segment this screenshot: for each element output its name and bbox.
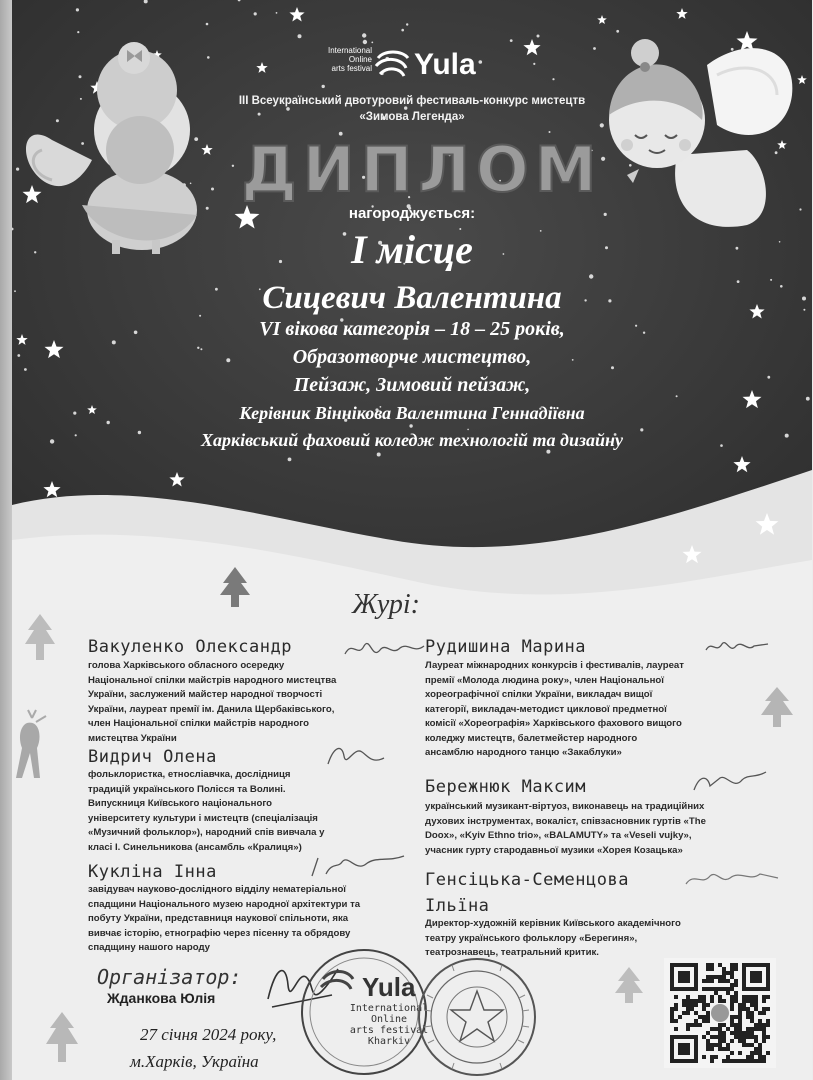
- signature-image: [308, 848, 408, 882]
- jury-member-description: [88, 768, 324, 855]
- snowflake-dot: [552, 78, 554, 80]
- snowflake-dot: [298, 34, 302, 38]
- organizer-name: Жданкова Юлія: [107, 990, 216, 1006]
- description-line: спадщини Національного музею народної архітектури та: [88, 898, 361, 910]
- snowflake-dot: [254, 12, 257, 15]
- winner-name: Сицевич Валентина: [262, 280, 562, 316]
- description-line: «Музичний фольклор»), народний спів вивчала у: [88, 827, 325, 838]
- snowflake-dot: [206, 23, 209, 26]
- description-line: побуту України, представниця наукової спільноти, яка: [88, 913, 349, 924]
- snowflake-dot: [537, 35, 540, 38]
- deer-icon: [12, 708, 62, 788]
- snowflake-dot: [322, 85, 325, 88]
- snowflake-dot: [533, 63, 535, 65]
- jury-member-description: [425, 800, 706, 858]
- description-line: України, заслужений майстер народної творчості: [88, 689, 323, 700]
- description-line: Doox», «Kyiv Ethno trio», «BALAMUTY» та «Veseli vujky»,: [425, 830, 692, 841]
- awarded-label: нагороджується:: [348, 205, 476, 222]
- snowflake-dot: [593, 47, 596, 50]
- description-line: завідувач науково-дослідного відділу нематеріальної: [88, 884, 346, 895]
- description-line: мистецтва України: [88, 732, 177, 744]
- description-line: театрознавець, театральний критик.: [425, 947, 599, 958]
- detail-genre: Пейзаж, Зимовий пейзаж,: [293, 374, 531, 396]
- description-line: коледжу мистецтв, балетмейстер народного: [425, 732, 638, 744]
- snowflake-dot: [770, 279, 772, 281]
- snowflake-dot: [24, 368, 27, 371]
- snowflake-dot: [736, 247, 739, 250]
- jury-member-name: Рудишина Марина: [425, 637, 587, 657]
- qr-code-image: [664, 958, 776, 1068]
- snowflake-dot: [479, 60, 483, 64]
- jury-member-name: Видрич Олена: [88, 747, 217, 767]
- snowflake-dot: [75, 434, 77, 436]
- description-line: фольклористка, етносліавчка, дослідниця: [88, 769, 291, 780]
- logo-tagline: [302, 46, 372, 73]
- jury-member-name-continued: Ільїна: [425, 896, 490, 916]
- stamp-text-line: International: [349, 1003, 429, 1014]
- snowflake-dot: [780, 285, 783, 288]
- snowflake-dot: [589, 274, 593, 278]
- jury-member-name: Вакуленко Олександр: [88, 637, 292, 657]
- issue-date: 27 січня 2024 року,: [140, 1025, 277, 1044]
- detail-institution: Харківський фаховий коледж технологій та дизайну: [200, 430, 624, 450]
- description-line: традицій українського Полісся та Волині.: [88, 783, 286, 795]
- jury-member-description: [425, 917, 681, 961]
- description-line: український музикант-віртуоз, виконавець на традиційних: [425, 801, 705, 812]
- snowflake-dot: [803, 309, 805, 311]
- pine-tree-icon: [42, 1010, 82, 1066]
- issue-city: м.Харків, Україна: [130, 1052, 259, 1071]
- jury-member-name: Генсіцька-Семенцова: [425, 870, 629, 890]
- snowflake-dot: [16, 168, 19, 171]
- diploma-title: ДИПЛОМ: [241, 133, 603, 206]
- festival-name-line1: III Всеукраїнський двотуровий фестиваль-конкурс мистецтв: [238, 95, 586, 107]
- description-line: вивчає історію, етнографію через пісенну та обрядову: [88, 927, 351, 939]
- diploma-sheet: [12, 0, 812, 1080]
- snowflake-dot: [510, 39, 513, 42]
- snowflake-dot: [363, 40, 367, 44]
- snowflake-dot: [76, 8, 79, 11]
- stamp-text-line: arts festival: [349, 1025, 429, 1036]
- festival-name-line2: «Зимова Легенда»: [359, 111, 465, 123]
- snowflake-dot: [377, 453, 381, 457]
- description-line: комісії «Хореографія» Харківського фахового вищого: [425, 718, 682, 729]
- pine-tree-icon: [757, 685, 797, 729]
- pine-tree-icon: [217, 565, 253, 609]
- description-line: Національної спілки майстрів народного мистецтва: [88, 674, 337, 686]
- description-line: член Національної спілки майстрів народного: [88, 718, 309, 729]
- organization-round-stamp: [412, 955, 542, 1080]
- snowflake-dot: [401, 29, 404, 32]
- snowflake-dot: [605, 246, 608, 249]
- snowflake-dot: [779, 241, 781, 243]
- signature-image: [682, 864, 782, 894]
- pine-tree-icon: [22, 612, 58, 662]
- description-line: хореографічної спілки України, викладач вищої: [425, 689, 653, 700]
- description-line: Випускниця Київського національного: [88, 798, 273, 809]
- snowflake-dot: [767, 376, 770, 379]
- logo-tagline-line: International: [327, 46, 372, 55]
- snowflake-dot: [409, 424, 412, 427]
- snowflake-dot: [806, 397, 810, 401]
- jury-member-name: Кукліна Інна: [88, 862, 217, 882]
- snowflake-dot: [112, 340, 116, 344]
- description-line: ансамблю народного танцю «Закаблуки»: [425, 747, 622, 758]
- description-line: Лауреат міжнародних конкурсів і фестивалів, лауреат: [425, 660, 684, 671]
- snowflake-dot: [362, 33, 366, 37]
- stamp-text-line: Online: [370, 1014, 408, 1025]
- snowflake-dot: [406, 23, 408, 25]
- logo-brand: Yula: [414, 48, 476, 81]
- description-line: університету культури і мистецтв (спеціалізація: [88, 812, 318, 824]
- snowflake-dot: [371, 42, 373, 44]
- description-line: голова Харківського обласного осередку: [88, 660, 285, 671]
- detail-age-category: VI вікова категорія – 18 – 25 років,: [259, 318, 565, 340]
- stamp-text-line: Kharkiv: [367, 1036, 411, 1047]
- jury-member-description: [425, 659, 684, 761]
- description-line: спадщину нашого народу: [88, 942, 210, 953]
- description-line: учасник гурту стародавньої музики «Хорея Козацька»: [425, 844, 683, 856]
- logo-tagline-line: Online: [348, 55, 372, 64]
- organizer-label: Організатор:: [97, 965, 242, 989]
- snowflake-dot: [276, 12, 278, 14]
- detail-discipline: Образотворче мистецтво,: [292, 346, 532, 368]
- snowflake-dot: [17, 354, 20, 357]
- jury-title: Журі:: [352, 589, 420, 620]
- signature-image: [690, 768, 770, 798]
- snowflake-dot: [14, 290, 16, 292]
- detail-supervisor: Керівник Віннікова Валентина Геннадіївна: [239, 403, 585, 423]
- description-line: театру українського фольклору «Берегиня»,: [425, 932, 638, 944]
- pine-tree-icon: [612, 965, 646, 1005]
- snowflake-dot: [50, 439, 54, 443]
- description-line: категорії, викладач-методист циклової предметної: [425, 703, 667, 715]
- snowflake-dot: [73, 412, 76, 415]
- snowflake-dot: [785, 434, 789, 438]
- description-line: Директор-художній керівник Київського академічного: [425, 918, 681, 929]
- left-angel-illustration: [22, 30, 222, 260]
- signature-image: [322, 738, 392, 772]
- description-line: класі І. Синельникова (ансамбль «Кралиця»): [88, 841, 302, 853]
- jury-member-name: Бережнюк Максим: [425, 777, 587, 797]
- snowflake-dot: [802, 297, 806, 301]
- snowflake-dot: [737, 280, 740, 283]
- logo-tagline-line: arts festival: [331, 64, 372, 73]
- description-line: премії «Молода людина року», член Національної: [425, 674, 664, 686]
- signature-image: [342, 636, 427, 662]
- yula-logo-icon: [374, 46, 412, 82]
- description-line: духових інструментах, вокаліст, співзасновник гуртів «The: [425, 815, 706, 827]
- stamp-brand: Yula: [362, 972, 416, 1002]
- jury-member-description: [88, 659, 336, 746]
- signature-image: [702, 634, 772, 660]
- description-line: України, лауреат премії ім. Данила Щербаківського,: [88, 703, 335, 715]
- snowflake-dot: [107, 421, 110, 424]
- place-title: I місце: [351, 227, 473, 272]
- snowflake-dot: [288, 458, 292, 462]
